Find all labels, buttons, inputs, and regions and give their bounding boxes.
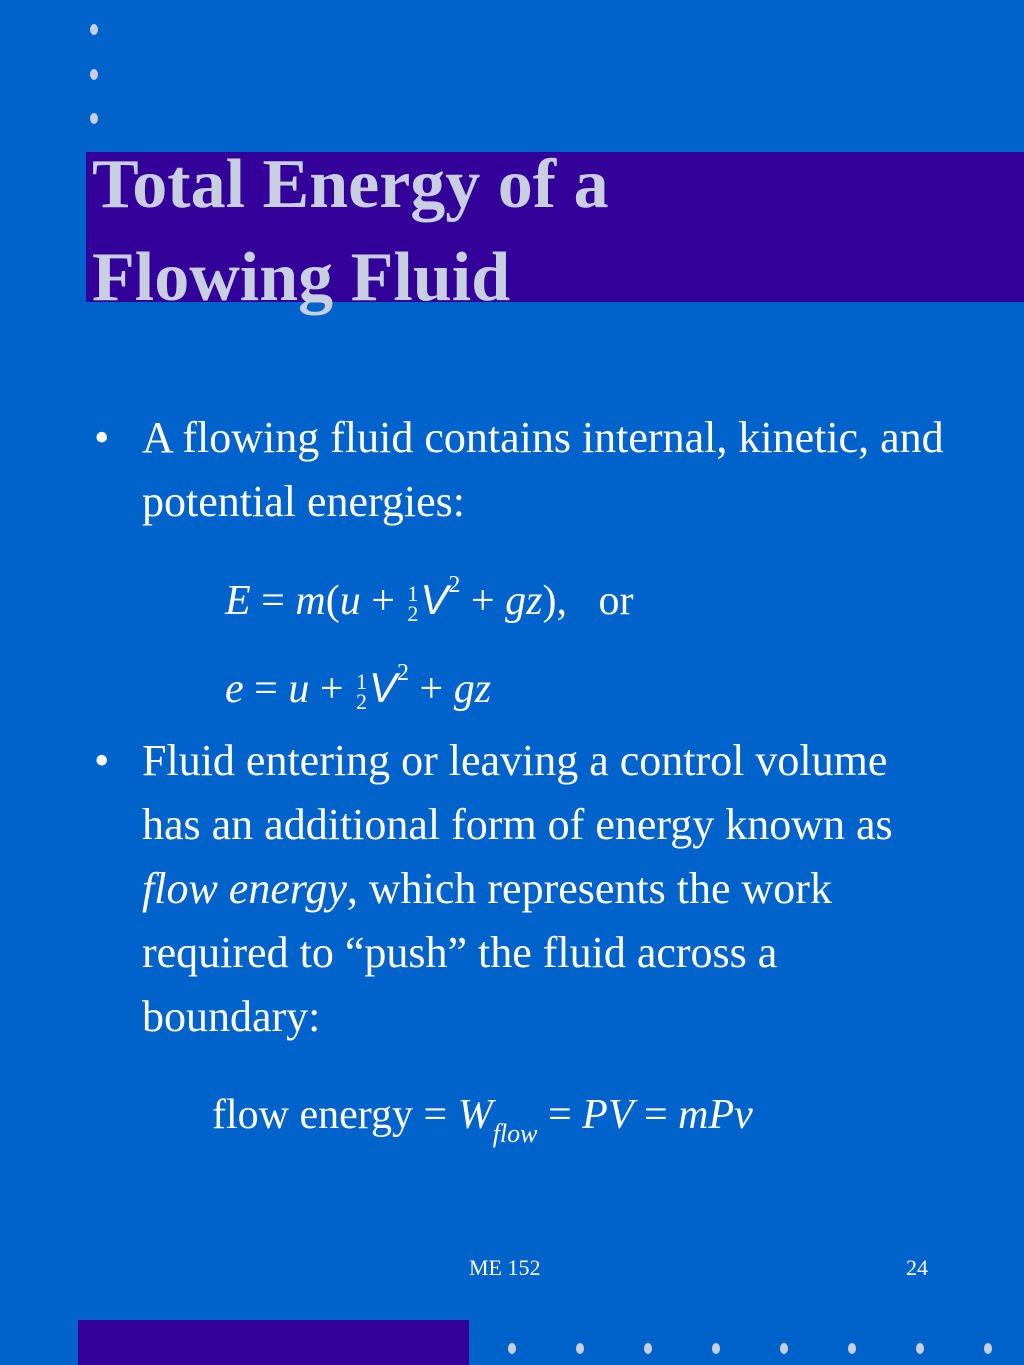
bullet-2-emphasis: flow energy — [142, 864, 347, 913]
eq3-pv: PV — [582, 1092, 634, 1138]
title-line-2: Flowing Fluid — [92, 239, 511, 316]
eq2-frac-den: 2 — [356, 689, 368, 715]
eq1-frac-num: 1 — [407, 581, 419, 607]
slide-title — [92, 138, 992, 324]
eq1-open: ( — [325, 578, 340, 624]
decor-dot — [576, 1343, 584, 1354]
eq3-lhs: flow energy — [212, 1092, 413, 1138]
decor-dot — [780, 1343, 788, 1354]
footer-page-number: 24 — [906, 1255, 928, 1280]
title-line-1: Total Energy of a — [92, 146, 609, 223]
eq1-plus: + — [371, 578, 395, 624]
eq1-or: or — [598, 578, 634, 624]
bullet-2-text — [142, 729, 954, 1049]
bullet-2 — [94, 729, 954, 1049]
eq1-fraction — [407, 581, 419, 627]
bullet-2-text-after: , which represents the work required to “push” the fluid across a boundary: — [142, 864, 832, 1041]
eq3-w: W — [457, 1092, 493, 1138]
decor-dot — [848, 1343, 856, 1354]
eq2-gz: gz — [453, 666, 492, 712]
equation-specific-energy — [225, 648, 491, 714]
eq3-equals-2: = — [547, 1092, 572, 1138]
bullet-mark: • — [94, 736, 110, 785]
equation-total-energy — [225, 560, 633, 626]
eq1-lhs: E — [225, 578, 251, 624]
eq1-gz: gz — [505, 578, 543, 624]
decor-dot — [508, 1343, 516, 1354]
bullet-2-text-before: Fluid entering or leaving a control volume has an additional form of energy known as — [142, 736, 893, 849]
eq1-plus-2: + — [470, 578, 495, 624]
eq1-exponent: 2 — [448, 572, 461, 598]
eq1-frac-den: 2 — [407, 601, 419, 627]
bullet-1 — [94, 406, 954, 534]
bullet-1-text: A flowing fluid contains internal, kinetic, and potential energies: — [142, 413, 944, 526]
eq2-u: u — [288, 666, 310, 712]
decor-dot — [90, 69, 98, 80]
decor-dot — [90, 24, 98, 35]
footer-course: ME 152 — [469, 1255, 541, 1280]
eq1-close: ) — [542, 578, 557, 624]
eq2-plus-2: + — [419, 666, 444, 712]
eq3-equals-3: = — [643, 1092, 668, 1138]
eq2-lhs: e — [225, 666, 244, 712]
decor-dot — [644, 1343, 652, 1354]
bullet-mark: • — [94, 413, 110, 462]
decor-dot — [712, 1343, 720, 1354]
decor-dot — [916, 1343, 924, 1354]
eq2-equals: = — [254, 666, 278, 712]
eq3-mpv: mPv — [678, 1092, 753, 1138]
eq1-equals: = — [261, 578, 285, 624]
eq2-fraction — [356, 669, 368, 715]
bottom-band — [78, 1320, 469, 1365]
eq3-subscript: flow — [492, 1119, 538, 1148]
decor-dot — [984, 1343, 992, 1354]
decor-dot — [90, 113, 98, 124]
eq1-u: u — [339, 578, 361, 624]
eq1-m: m — [295, 578, 326, 624]
eq2-plus: + — [319, 666, 344, 712]
eq2-exponent: 2 — [397, 660, 410, 686]
eq2-v: V — [369, 664, 398, 711]
equation-flow-energy — [212, 1090, 753, 1159]
eq1-comma: , — [556, 578, 567, 624]
eq1-v: V — [420, 576, 449, 623]
eq2-frac-num: 1 — [356, 669, 368, 695]
eq3-equals-1: = — [423, 1092, 448, 1138]
